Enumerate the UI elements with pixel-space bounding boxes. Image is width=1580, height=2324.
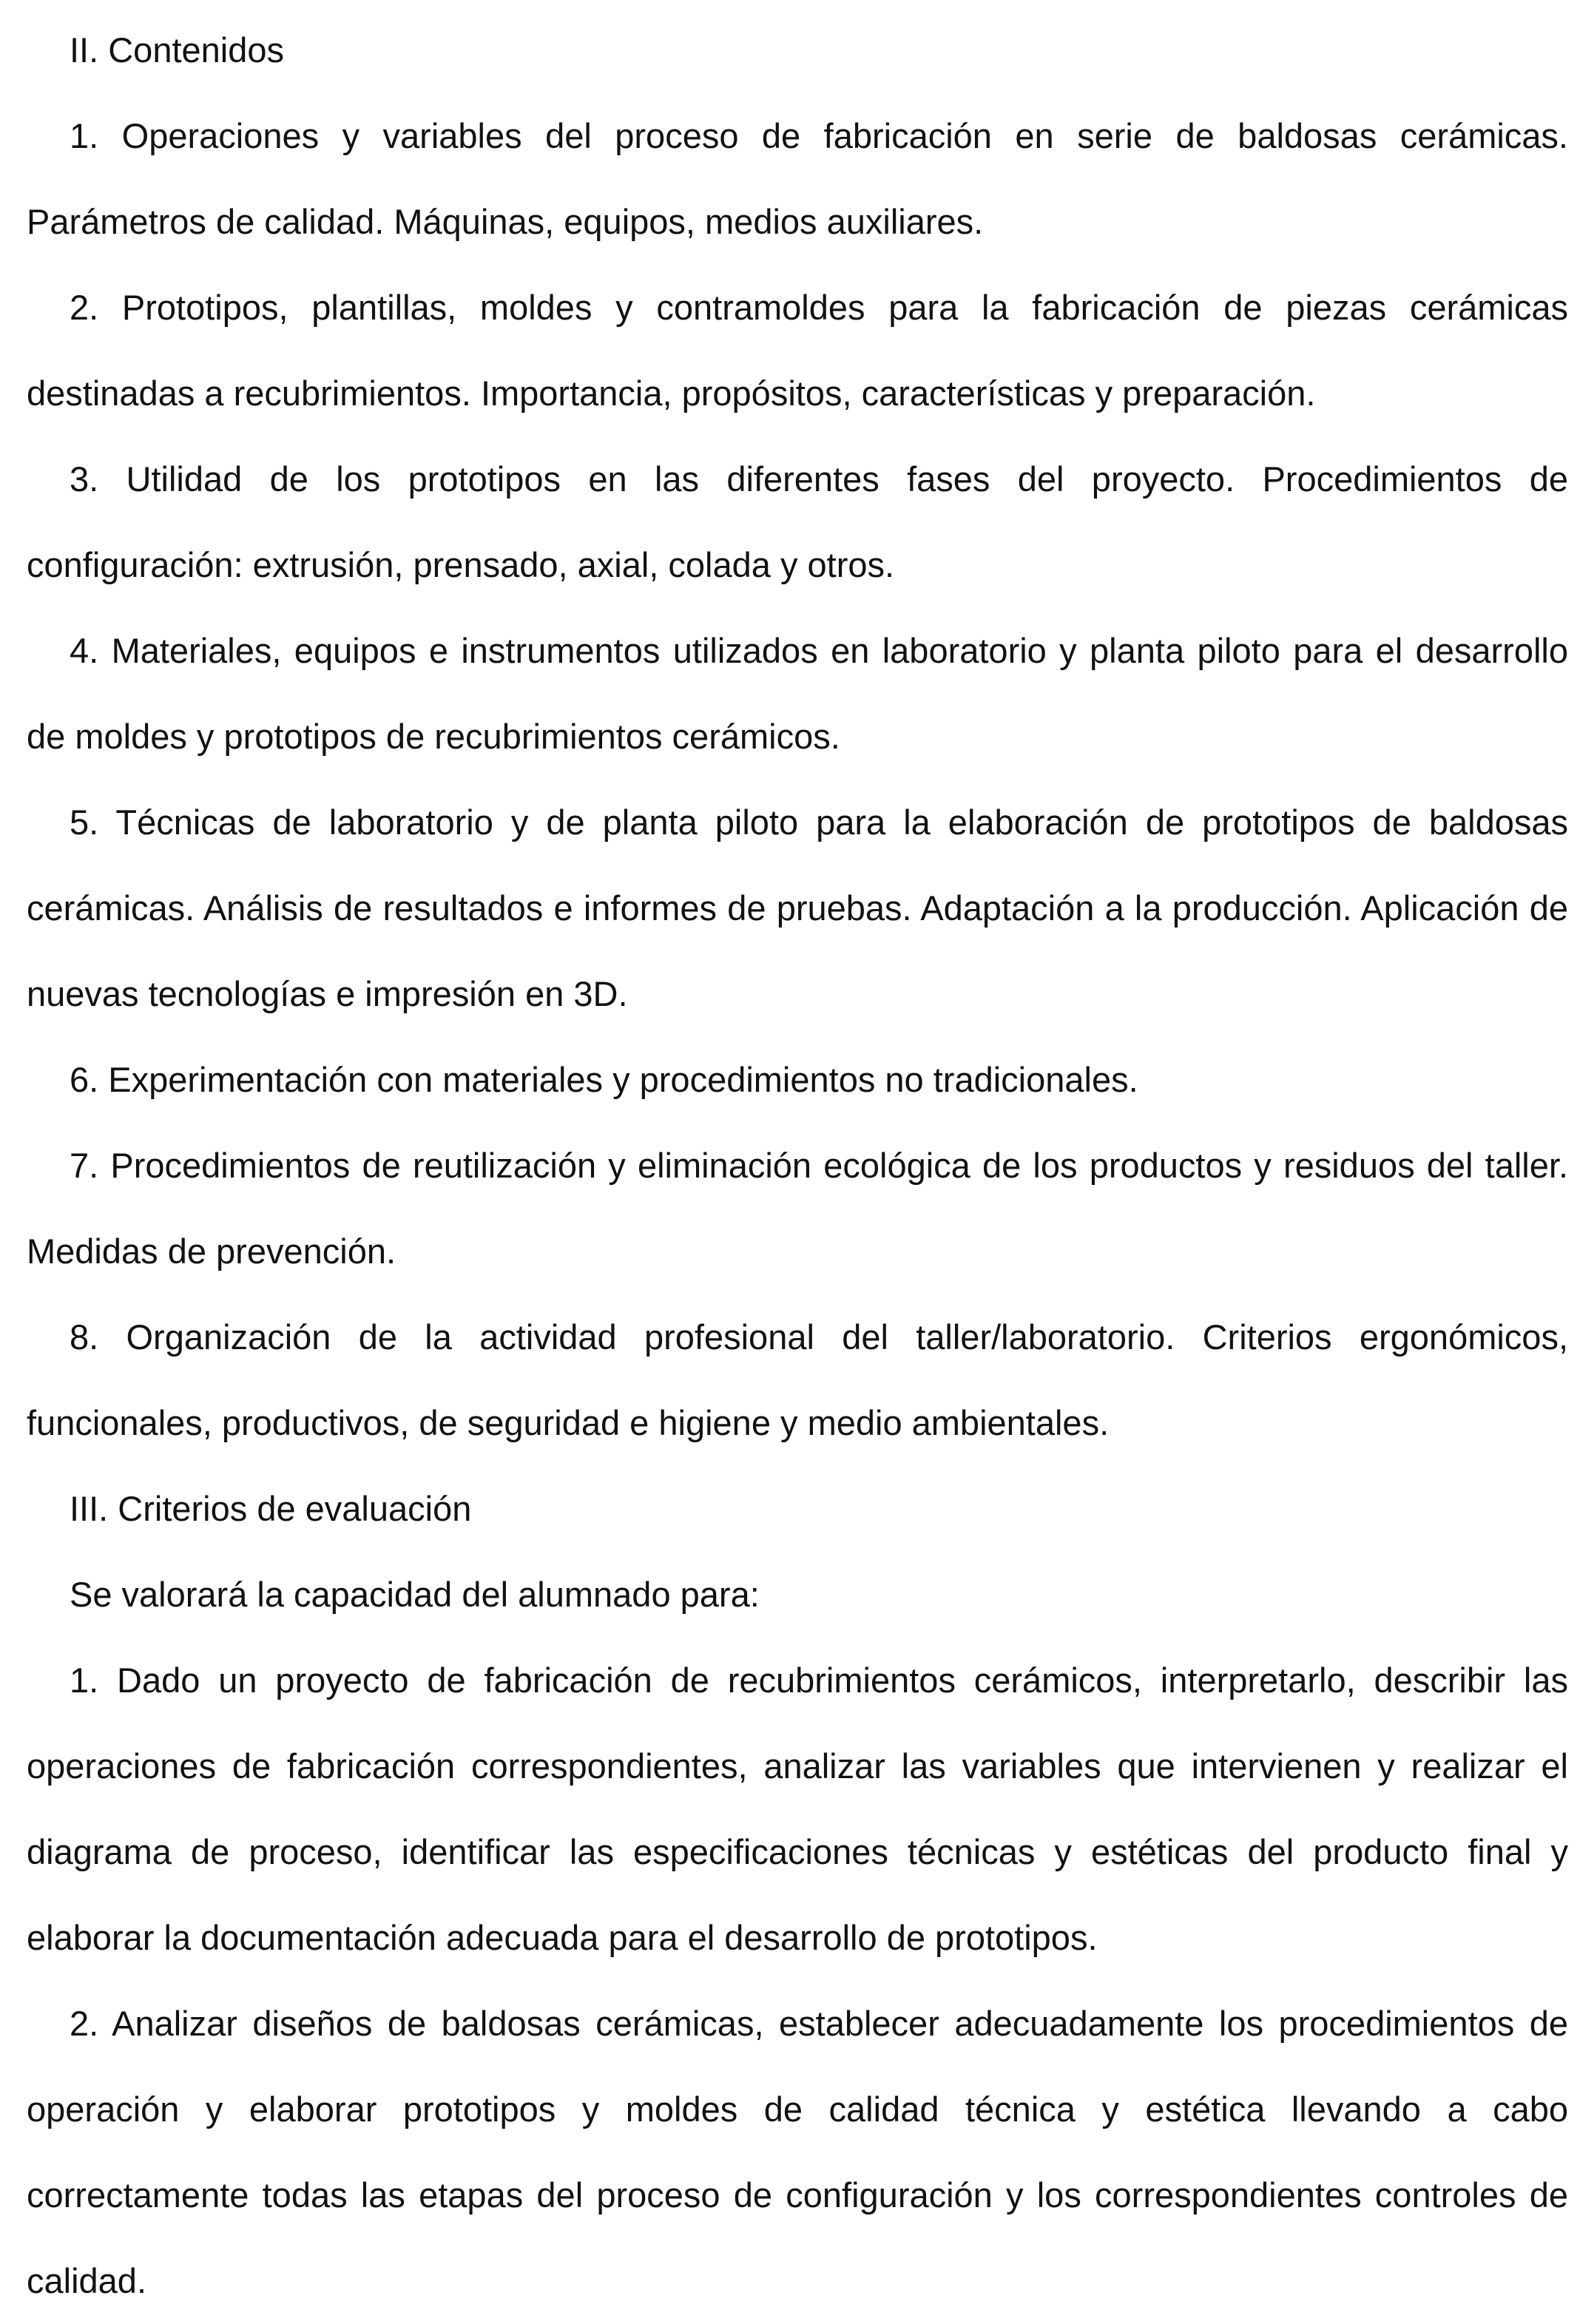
section-heading-contenidos: II. Contenidos	[70, 30, 285, 70]
contents-item-5: 5. Técnicas de laboratorio y de planta piloto para la elaboración de prototipos de baldosas cerámicas. Análisis de resultados e informes de pruebas. Adaptación a la producción. Aplicación de nuevas tecnologías e impresión en 3D.	[27, 803, 1568, 1013]
contents-item-3: 3. Utilidad de los prototipos en las diferentes fases del proyecto. Procedimientos de configuración: extrusión, prensado, axial, colada y otros.	[27, 459, 1568, 584]
contents-item-8: 8. Organización de la actividad profesional del taller/laboratorio. Criterios ergonómicos, funcionales, productivos, de seguridad e higiene y medio ambientales.	[27, 1317, 1568, 1442]
contents-item-2: 2. Prototipos, plantillas, moldes y contramoldes para la fabricación de piezas cerámicas destinadas a recubrimientos. Importancia, propósitos, características y preparación.	[27, 288, 1568, 413]
contents-item-7: 7. Procedimientos de reutilización y eliminación ecológica de los productos y residuos del taller. Medidas de prevención.	[27, 1146, 1568, 1271]
criteria-intro: Se valorará la capacidad del alumnado para:	[70, 1575, 760, 1614]
contents-item-4: 4. Materiales, equipos e instrumentos utilizados en laboratorio y planta piloto para el desarrollo de moldes y prototipos de recubrimientos cerámicos.	[27, 631, 1568, 756]
section-heading-criterios: III. Criterios de evaluación	[70, 1489, 472, 1528]
criteria-item-1: 1. Dado un proyecto de fabricación de recubrimientos cerámicos, interpretarlo, describir las operaciones de fabricación correspondientes, analizar las variables que intervienen y realizar el diagrama de proceso, identificar las especificaciones técnicas y estéticas del producto final y elaborar la documentación adecuada para el desarrollo de prototipos.	[27, 1661, 1568, 1957]
criteria-item-2: 2. Analizar diseños de baldosas cerámicas, establecer adecuadamente los procedimientos de operación y elaborar prototipos y moldes de calidad técnica y estética llevando a cabo correctamente todas las etapas del proceso de configuración y los correspondientes controles de calidad.	[27, 2004, 1568, 2300]
contents-item-1: 1. Operaciones y variables del proceso de fabricación en serie de baldosas cerámicas. Parámetros de calidad. Máquinas, equipos, medios auxiliares.	[27, 116, 1568, 241]
contents-item-6: 6. Experimentación con materiales y procedimientos no tradicionales.	[70, 1060, 1138, 1099]
